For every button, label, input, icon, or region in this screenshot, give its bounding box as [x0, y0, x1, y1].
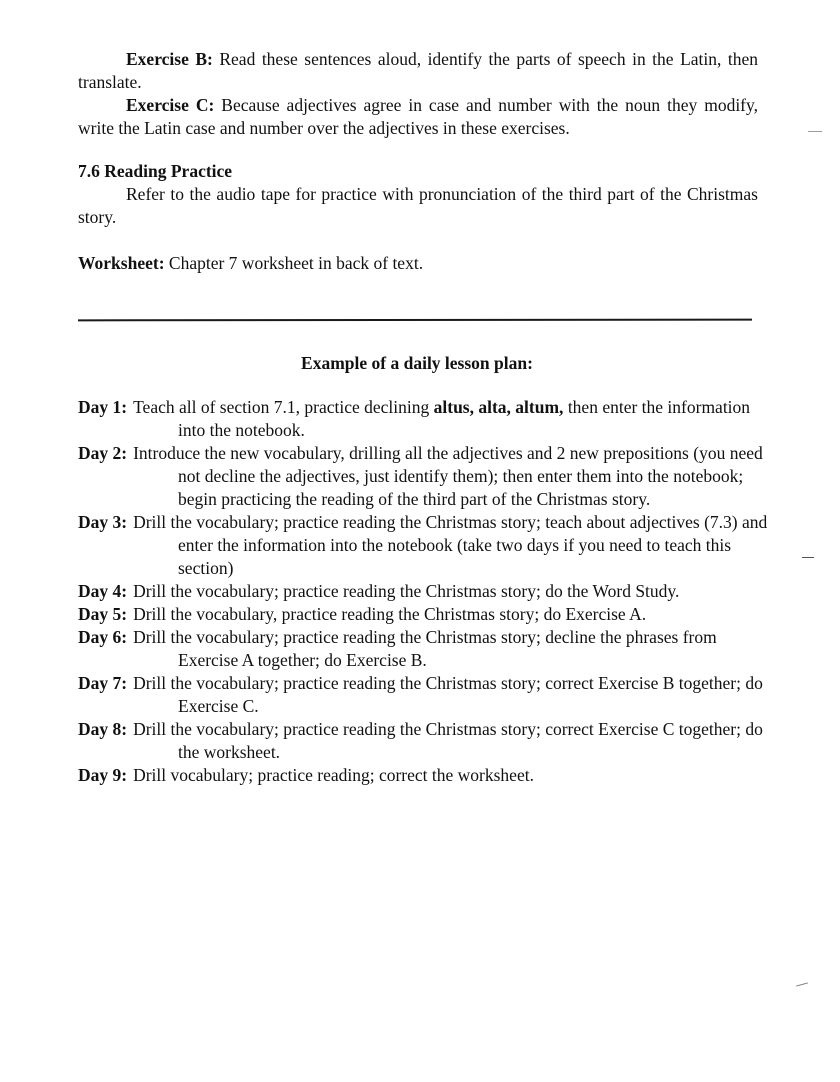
- lesson-day-label: Day 7:: [78, 673, 128, 693]
- worksheet-text: Chapter 7 worksheet in back of text.: [168, 253, 424, 273]
- lesson-day-text: Drill the vocabulary; practice reading the Christmas story; teach about adjectives (7.3) and enter the information into the notebook (take two days if you need to teach this section): [133, 512, 768, 578]
- lesson-day-text: Teach all of section 7.1, practice declining: [133, 397, 434, 417]
- reading-practice-text: Refer to the audio tape for practice with pronunciation of the third part of the Christmas story.: [78, 184, 758, 227]
- exercise-c-label: Exercise C:: [126, 95, 215, 115]
- reading-practice-heading: 7.6 Reading Practice: [78, 161, 233, 181]
- exercise-c-text: Because adjectives agree in case and number with the noun they modify, write the Latin case and number over the adjectives in these exercises.: [78, 95, 758, 138]
- lesson-day-label: Day 2:: [78, 443, 128, 463]
- lesson-plan-section: [78, 352, 768, 787]
- lesson-day-text: Drill the vocabulary; practice reading the Christmas story; correct Exercise B together; do Exercise C.: [133, 673, 763, 716]
- exercise-b-paragraph: [78, 48, 758, 94]
- lesson-day-label: Day 4:: [78, 581, 128, 601]
- scan-artifact-mark: [808, 131, 822, 132]
- lesson-day-item: [78, 396, 768, 442]
- exercise-b-label: Exercise B:: [126, 49, 213, 69]
- lesson-day-item: [78, 442, 768, 511]
- lesson-day-item: [78, 764, 768, 787]
- document-page: [78, 48, 758, 275]
- lesson-day-text: Drill the vocabulary; practice reading the Christmas story; correct Exercise C together; do the worksheet.: [133, 719, 763, 762]
- lesson-day-bold-text: altus, alta, altum,: [433, 397, 564, 417]
- worksheet-label: Worksheet:: [78, 253, 165, 273]
- lesson-day-text: Drill the vocabulary; practice reading the Christmas story; do the Word Study.: [133, 581, 680, 601]
- lesson-day-text: Introduce the new vocabulary, drilling all the adjectives and 2 new prepositions (you need not decline the adjectives, just identify them); then enter them into the notebook; begin practicing the reading of the third part of the Christmas story.: [133, 443, 763, 509]
- lesson-plan-title: Example of a daily lesson plan:: [301, 353, 533, 373]
- worksheet-paragraph: [78, 252, 758, 275]
- exercise-b-text: Read these sentences aloud, identify the parts of speech in the Latin, then translate.: [78, 49, 758, 92]
- lesson-day-item: [78, 580, 768, 603]
- lesson-day-item: [78, 718, 768, 764]
- lesson-day-label: Day 1:: [78, 397, 128, 417]
- lesson-day-item: [78, 603, 768, 626]
- lesson-day-text: Drill the vocabulary; practice reading the Christmas story; decline the phrases from Exercise A together; do Exercise B.: [133, 627, 717, 670]
- lesson-day-text-after: then enter the information into the notebook.: [178, 397, 751, 440]
- lesson-day-label: Day 6:: [78, 627, 128, 647]
- lesson-day-label: Day 3:: [78, 512, 128, 532]
- lesson-day-label: Day 8:: [78, 719, 128, 739]
- lesson-day-item: [78, 626, 768, 672]
- lesson-days-list: [78, 396, 768, 787]
- lesson-day-text: Drill the vocabulary, practice reading the Christmas story; do Exercise A.: [133, 604, 647, 624]
- lesson-day-label: Day 5:: [78, 604, 128, 624]
- exercise-c-paragraph: [78, 94, 758, 140]
- lesson-day-text: Drill vocabulary; practice reading; correct the worksheet.: [133, 765, 534, 785]
- horizontal-divider: [78, 319, 752, 322]
- lesson-day-label: Day 9:: [78, 765, 128, 785]
- scan-artifact-mark: [802, 557, 814, 558]
- lesson-day-item: [78, 511, 768, 580]
- scan-artifact-mark: [796, 982, 808, 986]
- lesson-day-item: [78, 672, 768, 718]
